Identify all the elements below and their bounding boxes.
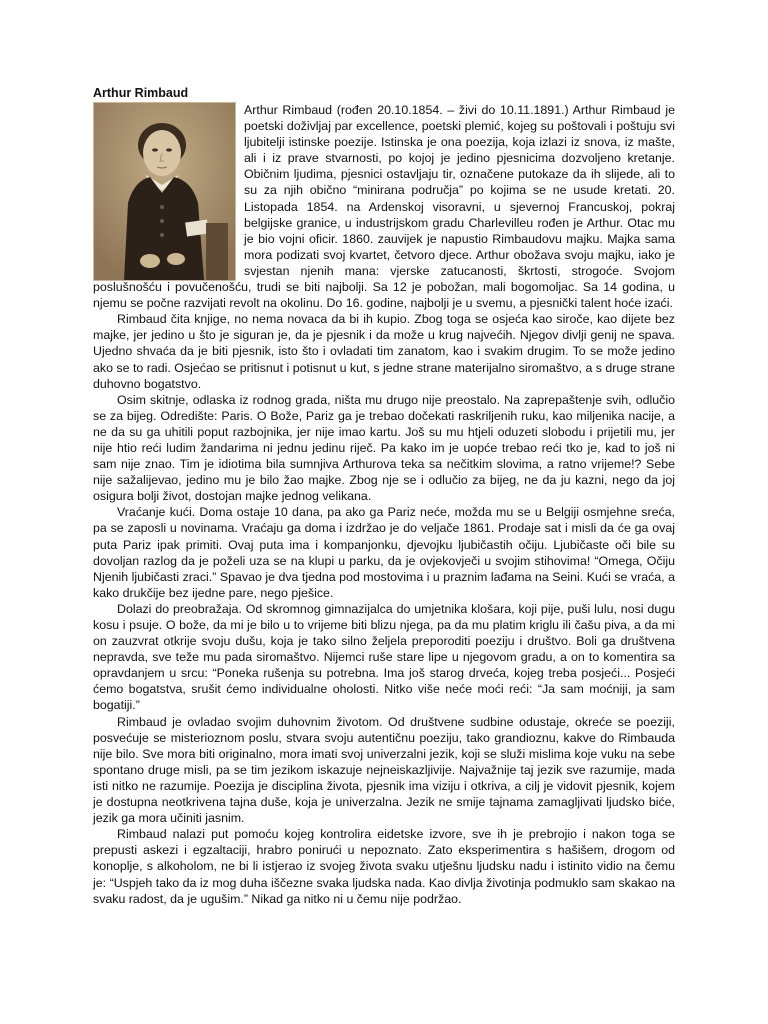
paragraph: Rimbaud je ovladao svojim duhovnim životom. Od društvene sudbine odustaje, okreće se poeziji, posvećuje se misterioznom poslu, stvara svoju autentičnu poeziju, tako grandioznu, kakve do Rimbauda nije bilo. Sve mora biti originalno, mora imati svoj univerzalni jezik, koji se služi mislima koje vuku na sebe spontano druge misli, pa se tim jezikom iskazuje nejneiskazljivije. Najvažnije taj jezik sve razumije, mada isti nitko ne razumije. Poezija je disciplina života, pjesnik ima viziju i otkriva, a cilj je vidovit pjesnik, kojem je dostupna neotkrivena tajna duše, koja je univerzalna. Jezik ne smije tajnama zamagljivati ljudsko biće, jezik ga mora učiniti jasnim. (93, 714, 675, 826)
paragraph: Rimbaud nalazi put pomoću kojeg kontrolira eidetske izvore, sve ih je prebrojio i nakon toga se prepusti askezi i egzaltaciji, hrabro ponirući u nepoznato. Zato eksperimentira s hašišem, drogom od konoplje, s alkoholom, ne bi li istjerao iz svojeg života svaku utješnu ljudsku nadu i istinito vidio na čemu je: “Uspjeh tako da iz mog duha iščezne svaka ljudska nada. Kao divlja životinja podmuklo sam skakao na svaku radost, da je ugušim.” Nikad ga nitko ni u čemu nije podržao. (93, 827, 675, 906)
document-title: Arthur Rimbaud (93, 86, 189, 100)
article-body (93, 102, 675, 907)
paragraph: Vraćanje kući. Doma ostaje 10 dana, pa ako ga Pariz neće, možda mu se u Belgiji osmjehne sreća, pa se zaposli u novinama. Vraćaju ga doma i izdržao je do veljače 1861. Prodaje sat i misli da će ga ovaj puta Pariz ipak primiti. Ovaj puta ima i kompanjonku, djevojku ljubičastih očiju. Ljubičaste oči bile su dovoljan razlog da je poželi uza se na klupi u parku, da je ovjekovječi u svojim stihovima! “Omega, Očiju Njenih ljubičasti zraci.” Spavao je dva tjedna pod mostovima i u praznim lađama na Seini. Kući se vraća, a kako drukčije bez ijedne pare, nego pješice. (93, 505, 675, 600)
paragraph: Rimbaud čita knjige, no nema novaca da bi ih kupio. Zbog toga se osjeća kao siroče, kao dijete bez majke, jer jedino u što je siguran je, da je pjesnik i da može u krug najvećih. Njegov divlji genij ne spava. Ujedno shvaća da je biti pjesnik, isto što i ovladati tim zanatom, kao i svakim drugim. To se može jedino ako se to radi. Osjećao se pritisnut i potisnut u kut, s jedne strane materijalno siromaštvo, a s druge strane duhovno bogatstvo. (93, 312, 675, 391)
paragraph: Dolazi do preobražaja. Od skromnog gimnazijalca do umjetnika klošara, koji pije, puši lulu, nosi dugu kosu i psuje. O bože, da mi je bilo u to vrijeme biti blizu njega, pa da mu platim kriglu ili čašu piva, a da mi on zauzvrat otkrije svoju dušu, koja je tako silno željela preporoditi poeziju i društvo. Boli ga društvena nepravda, sve teže mu pada siromaštvo. Nijemci ruše stare lipe u njegovom gradu, a on to komentira sa opravdanjem u srcu: “Poneka rušenja su potrebna. Ima još starog drveća, kojeg treba posjeći... Posjeći ćemo bogatstva, srušit ćemo individualne oholosti. Nitko više neće moći reći: “Ja sam moćniji, ja sam bogatiji.” (93, 601, 675, 713)
paragraph: Osim skitnje, odlaska iz rodnog grada, ništa mu drugo nije preostalo. Na zaprepaštenje svih, odlučio se za bijeg. Odredište: Paris. O Bože, Pariz ga je trebao dočekati raskriljenih ruku, kao miljenika nacije, a ne da su ga uhitili poput razbojnika, jer nije imao kartu. Još su mu htjeli oduzeti slobodu i prijetili mu, jer nije htio reći ludim žandarima ni jednu jedinu riječ. Pa kako im je uopće trebao reći tko je, kad to još ni sam nije znao. Tim je idiotima bila sumnjiva Arthurova teka sa nečitkim slovima, a ratno vrijeme!? Sebe nije sažalijevao, jedino mu je bilo žao majke. Zbog nje se i odlučio za bijeg, ne da ju kazni, nego da joj osigura bolji život, dostojan majke jednog velikana. (93, 392, 675, 504)
paragraph: Arthur Rimbaud (rođen 20.10.1854. – živi do 10.11.1891.) Arthur Rimbaud je poetski doživljaj par excellence, poetski plemić, kojeg su poštovali i poštuju svi ljubitelji istinske poezije. Istinska je ona poezija, koja izlazi iz snova, iz mašte, ali i iz prave stvarnosti, po kojoj je jedino pjesnicima dozvoljeno kretanje. Običnim ljudima, pjesnici ostavljaju tir, označene putokaze da ih slijede, ali to su za njih obično “minirana područja” po kojima se ne usude kretati. 20. Listopada 1854. na Ardenskoj visoravni, u sjevernoj Francuskoj, pokraj belgijske granice, u industrijskom gradu Charlevilleu rođen je Arthur. Otac mu je bio vojni oficir. 1860. zauvijek je napustio Rimbaudovu majku. Majka sama mora podizati svoj kvartet, četvoro djece. Arthur obožava svoju majku, iako je svjestan njenih mana: vjerske zatucanosti, škrtosti, strogoće. Svojom poslušnošću i povučenošću, trudi se biti najbolji. Sa 12 je pobožan, mali bogomoljac. Sa 14 godina, u njemu se počne razvijati revolt na okolinu. Do 16. godine, najbolji je u svemu, a pjesnički talent hoće izaći. (93, 103, 675, 311)
portrait-spacer (93, 102, 244, 279)
